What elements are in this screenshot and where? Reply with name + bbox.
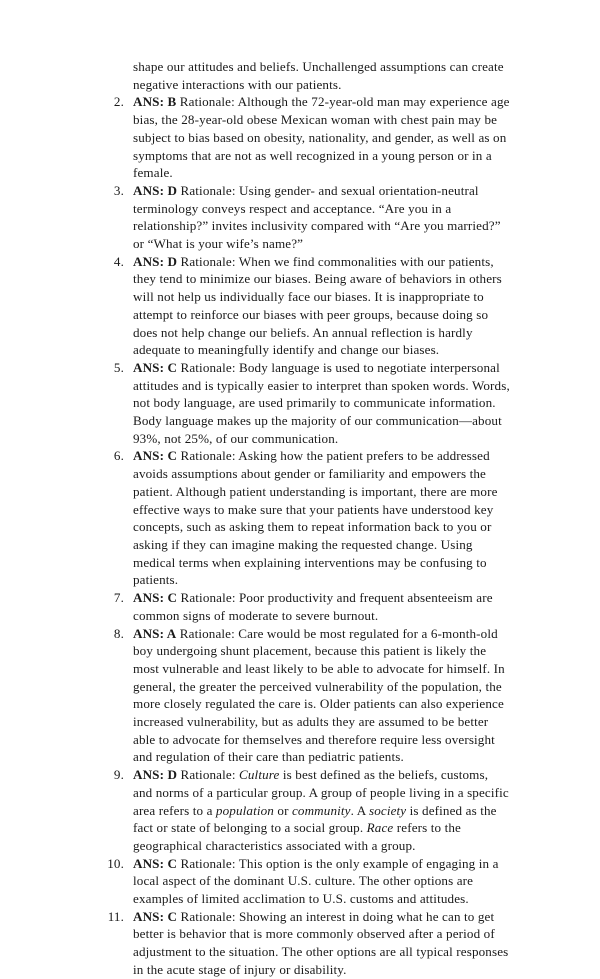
rationale-segment: is best defined as the beliefs, customs, and norms of a particular group. A group of people living in a specific area refers to a [133,767,509,818]
emphasized-term: community [291,802,351,818]
list-item [92,855,510,908]
emphasized-term: population [215,802,274,818]
list-item [92,93,510,182]
list-item-number: 2. [113,94,124,110]
list-item [92,766,510,855]
rationale-text [133,360,510,446]
continuation-paragraph: shape our attitudes and beliefs. Unchallenged assumptions can create negative interactions with our patients. [133,59,504,92]
answer-label: ANS: C [133,448,178,464]
list-item-number: 4. [113,253,124,269]
answer-label: ANS: D [133,253,178,269]
emphasized-term: Race [366,820,394,836]
rationale-segment: Rationale: [177,767,240,783]
list-item-number: 8. [113,625,124,641]
answer-label: ANS: B [133,94,177,110]
rationale-text [133,767,509,853]
rationale-text [133,94,510,180]
list-item [92,625,510,767]
answer-label: ANS: C [133,855,178,871]
answer-rationale-list [92,93,510,978]
rationale-segment: Rationale: Asking how the patient prefers to be addressed avoids assumptions about gender or familiarity and empowers the patient. Although patient understanding is important, there are more effective ways to make sure that your patients have understood key concepts, such as asking them to repeat information back to you or asking if they can imagine making the requested change. Using medical terms when explaining interventions may be confusing to patients. [133,448,498,588]
answer-label: ANS: C [133,359,178,375]
rationale-text [133,183,501,251]
list-item [92,359,510,448]
list-item [92,447,510,589]
rationale-segment: refers to the geographical characteristics associated with a group. [133,820,461,853]
rationale-text [133,590,493,623]
rationale-segment: Rationale: Body language is used to negotiate interpersonal attitudes and is typically easier to interpret than spoken words. Words, not body language, are used primarily to communicate information. Body language makes up the majority of our communication—about 93%, not 25%, of our communication. [133,359,510,446]
list-item-number: 10. [107,855,124,871]
emphasized-term: Culture [239,767,280,783]
answer-label: ANS: D [133,182,178,198]
answer-label: ANS: D [133,767,178,783]
rationale-text [133,448,498,587]
rationale-text [133,856,499,906]
list-item [92,253,510,359]
rationale-segment: Rationale: Although the 72-year-old man may experience age bias, the 28-year-old obese Mexican woman with chest pain may be subject to bias based on obesity, nationality, and gender, as well as on symptoms that are not as well recognized in a young person or in a female. [133,94,510,181]
list-item-number: 6. [113,448,124,464]
answer-label: ANS: A [133,625,177,641]
rationale-segment: Rationale: Poor productivity and frequent absenteeism are common signs of moderate to severe burnout. [133,590,493,623]
rationale-segment: . A [350,802,369,818]
page-content [92,58,510,979]
list-item [92,589,510,624]
rationale-text [133,626,505,765]
list-item-number: 7. [113,590,124,606]
list-item [92,908,510,979]
list-item-number: 5. [113,359,124,375]
rationale-segment: Rationale: When we find commonalities with our patients, they tend to minimize our biases. Being aware of behaviors in others will not help us individually face our biases. It is inappropriate to attempt to reinforce our biases with peer groups, because doing so does not help change our beliefs. An annual reflection is hardly adequate to meaningfully identify and change our biases. [133,253,502,358]
list-item [92,182,510,253]
list-item-number: 9. [113,767,124,783]
rationale-segment: Rationale: Care would be most regulated for a 6-month-old boy undergoing shunt placement, because this patient is likely the most vulnerable and least likely to be able to advocate for himself. In general, the greater the perceived vulnerability of the population, the more closely regulated the care is. Older patients can also experience increased vulnerability, but as adults they are assumed to be better able to advocate for themselves and therefore require less oversight and regulation of their care than pediatric patients. [133,625,505,765]
rationale-text [133,909,508,977]
answer-label: ANS: C [133,908,178,924]
list-item-number: 11. [107,908,124,924]
rationale-segment: is defined as the fact or state of belonging to a social group. [133,802,497,836]
rationale-segment: or [273,802,292,818]
rationale-segment: Rationale: This option is the only example of engaging in a local aspect of the dominant U.S. culture. The other options are examples of limited acclimation to U.S. customs and attitudes. [133,855,499,907]
rationale-segment: Rationale: Showing an interest in doing what he can to get better is behavior that is more commonly observed after a period of adjustment to the situation. The other options are all typical responses in the acute stage of injury or disability. [133,908,509,977]
rationale-segment: Rationale: Using gender- and sexual orientation-neutral terminology conveys respect and acceptance. “Are you in a relationship?” invites inclusivity compared with “Are you married?” or “What is your wife’s name?” [133,182,501,252]
answer-label: ANS: C [133,590,178,606]
list-item-number: 3. [113,182,124,198]
emphasized-term: society [368,802,407,818]
rationale-text [133,254,502,358]
